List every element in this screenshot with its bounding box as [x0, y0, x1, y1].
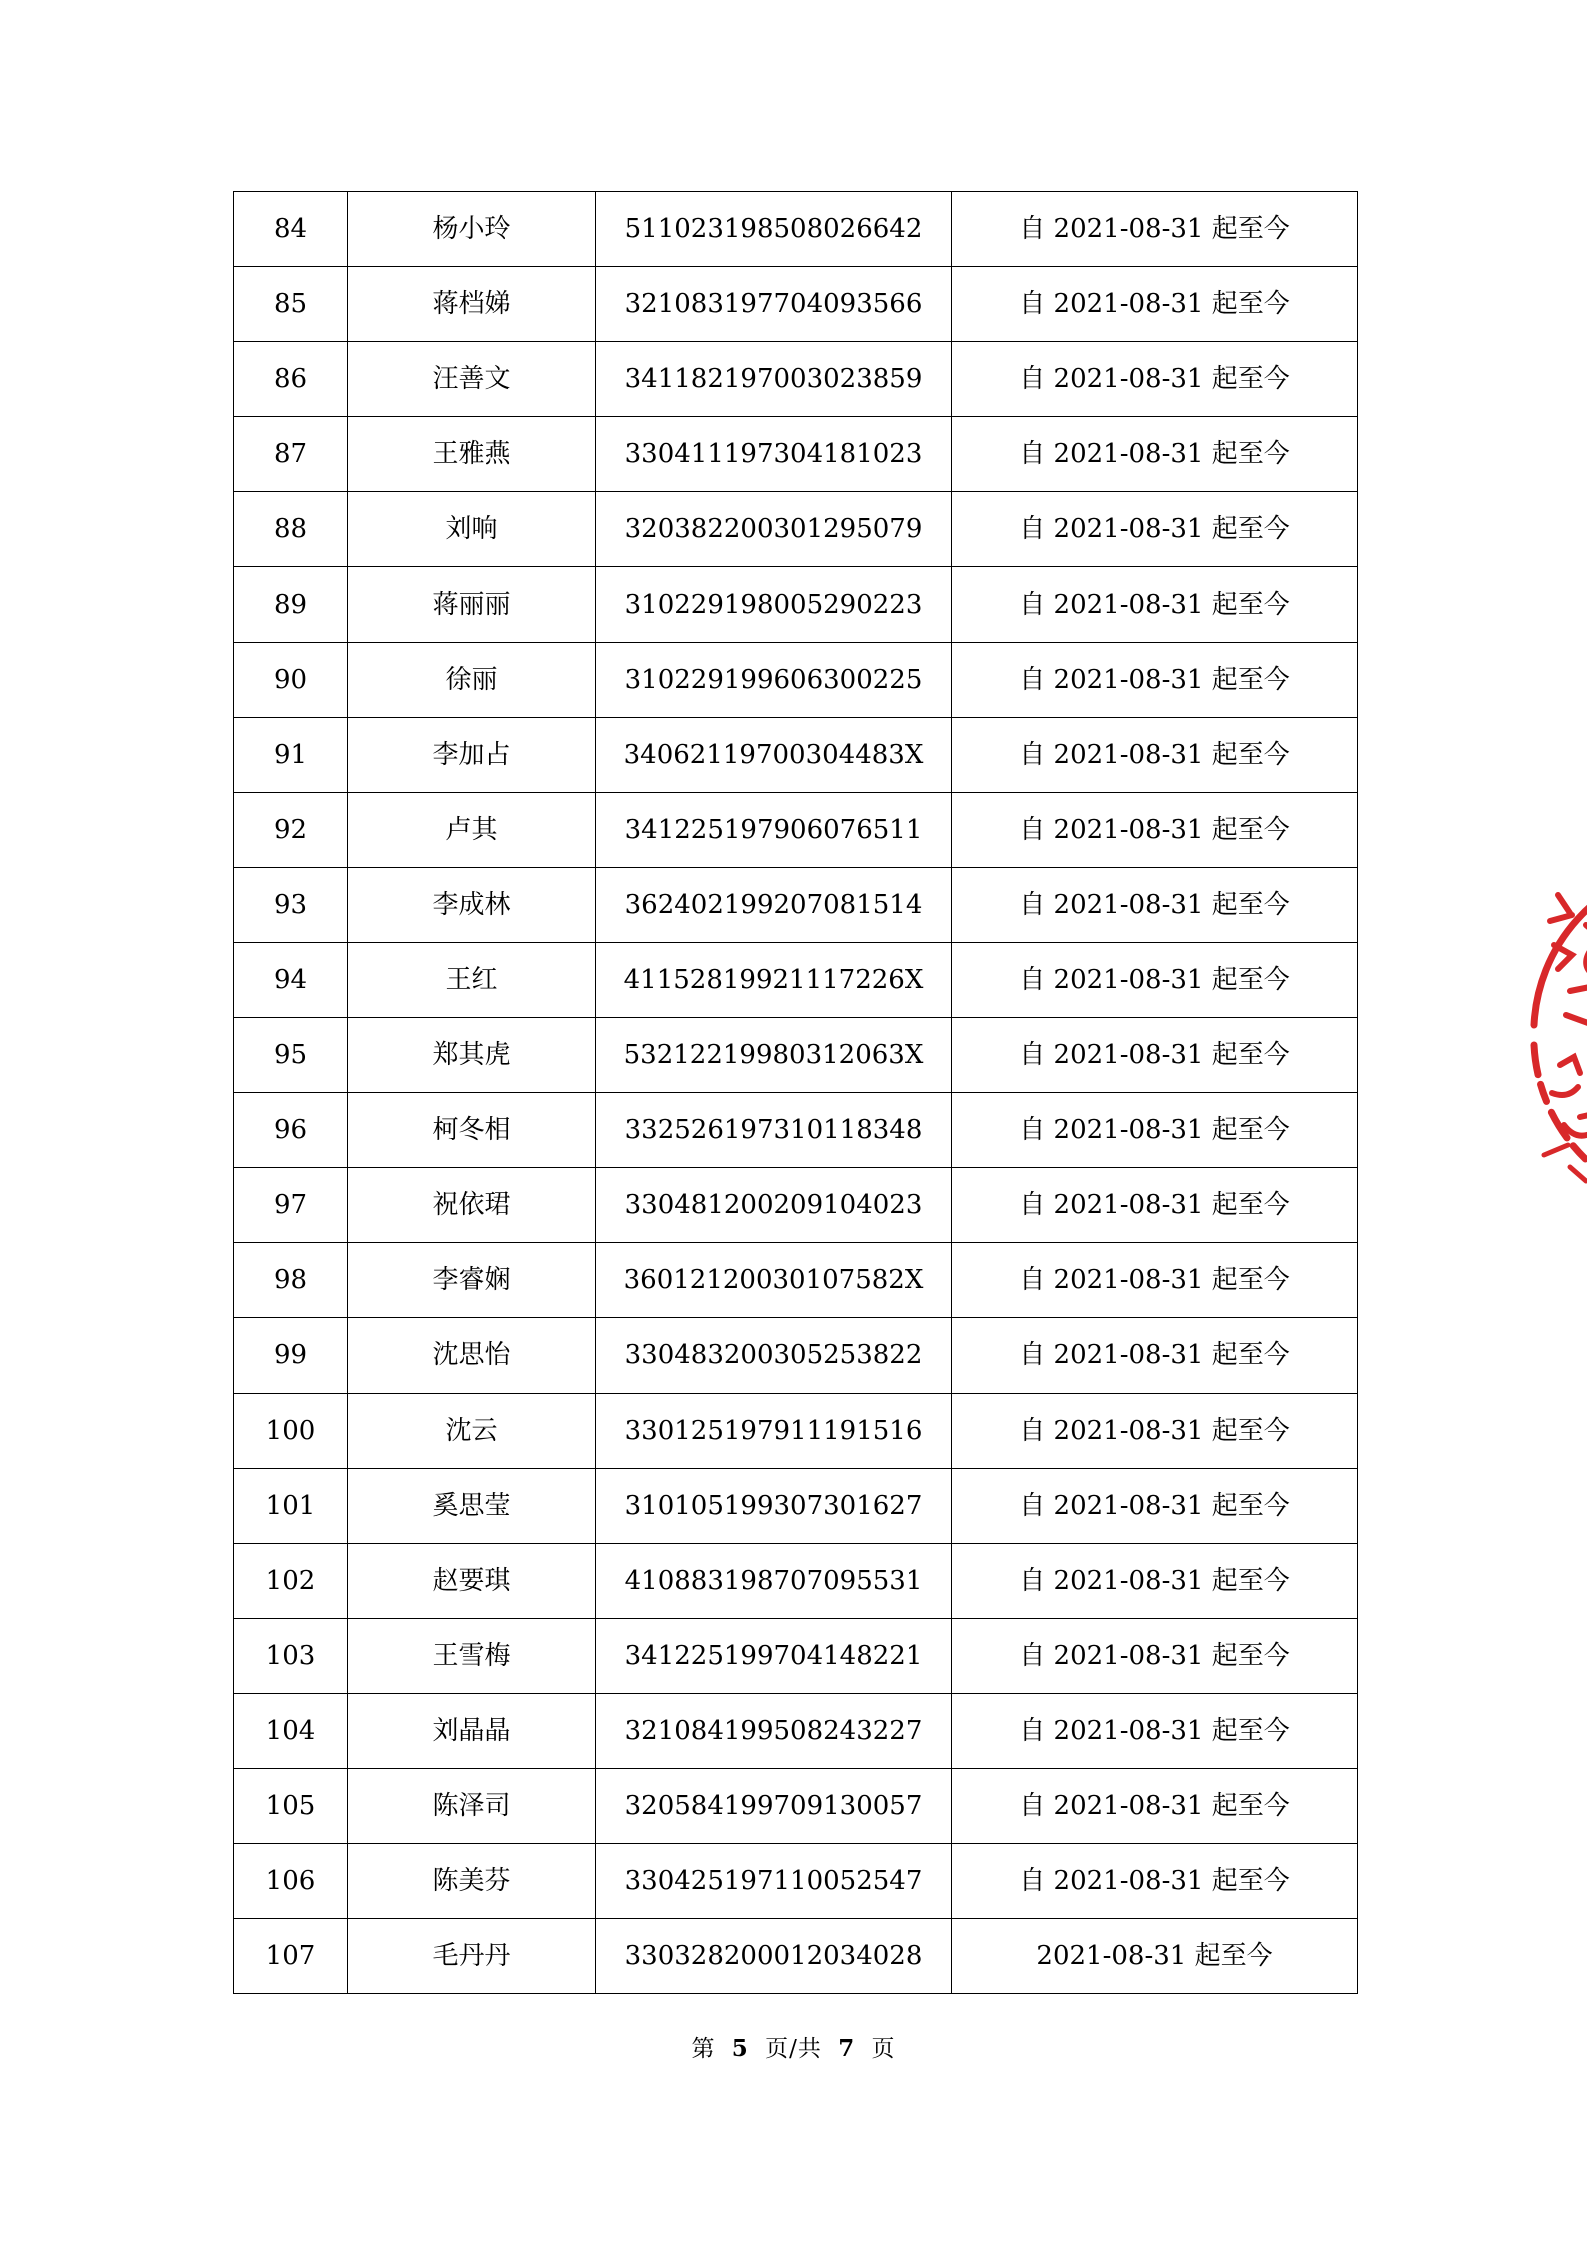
name-cell: 杨小玲 — [348, 192, 596, 267]
name-cell: 陈泽司 — [348, 1768, 596, 1843]
name-cell: 奚思莹 — [348, 1468, 596, 1543]
period-cell: 自 2021-08-31 起至今 — [952, 942, 1358, 1017]
id-number-cell: 341225199704148221 — [596, 1618, 952, 1693]
table-row — [234, 342, 1358, 417]
name-cell: 卢其 — [348, 792, 596, 867]
period-cell: 自 2021-08-31 起至今 — [952, 1243, 1358, 1318]
table-row — [234, 942, 1358, 1017]
row-number-cell: 92 — [234, 792, 348, 867]
footer-suffix: 页 — [871, 2036, 896, 2062]
period-cell: 自 2021-08-31 起至今 — [952, 1768, 1358, 1843]
table-row — [234, 867, 1358, 942]
name-cell: 刘晶晶 — [348, 1693, 596, 1768]
period-cell: 自 2021-08-31 起至今 — [952, 642, 1358, 717]
id-number-cell: 320584199709130057 — [596, 1768, 952, 1843]
table-row — [234, 567, 1358, 642]
period-cell: 自 2021-08-31 起至今 — [952, 1693, 1358, 1768]
row-number-cell: 91 — [234, 717, 348, 792]
id-number-cell: 330425197110052547 — [596, 1844, 952, 1919]
personnel-table — [233, 191, 1358, 1994]
name-cell: 王雅燕 — [348, 417, 596, 492]
table-row — [234, 1768, 1358, 1843]
row-number-cell: 95 — [234, 1018, 348, 1093]
current-page-number: 5 — [731, 2035, 749, 2062]
id-number-cell: 36012120030107582X — [596, 1243, 952, 1318]
id-number-cell: 511023198508026642 — [596, 192, 952, 267]
period-cell: 自 2021-08-31 起至今 — [952, 567, 1358, 642]
row-number-cell: 89 — [234, 567, 348, 642]
table-row — [234, 1243, 1358, 1318]
id-number-cell: 330481200209104023 — [596, 1168, 952, 1243]
period-cell: 自 2021-08-31 起至今 — [952, 492, 1358, 567]
row-number-cell: 86 — [234, 342, 348, 417]
id-number-cell: 321083197704093566 — [596, 267, 952, 342]
table-row — [234, 1393, 1358, 1468]
table-row — [234, 1543, 1358, 1618]
period-cell: 自 2021-08-31 起至今 — [952, 1468, 1358, 1543]
period-cell: 自 2021-08-31 起至今 — [952, 1093, 1358, 1168]
name-cell: 徐丽 — [348, 642, 596, 717]
id-number-cell: 310229198005290223 — [596, 567, 952, 642]
footer-middle: 页/共 — [765, 2036, 822, 2062]
row-number-cell: 87 — [234, 417, 348, 492]
total-page-number: 7 — [838, 2035, 856, 2062]
table-row — [234, 642, 1358, 717]
name-cell: 沈思怡 — [348, 1318, 596, 1393]
period-cell: 自 2021-08-31 起至今 — [952, 717, 1358, 792]
id-number-cell: 341182197003023859 — [596, 342, 952, 417]
row-number-cell: 99 — [234, 1318, 348, 1393]
period-cell: 自 2021-08-31 起至今 — [952, 1543, 1358, 1618]
name-cell: 汪善文 — [348, 342, 596, 417]
table-row — [234, 717, 1358, 792]
name-cell: 王红 — [348, 942, 596, 1017]
row-number-cell: 103 — [234, 1618, 348, 1693]
period-cell: 自 2021-08-31 起至今 — [952, 1393, 1358, 1468]
name-cell: 刘响 — [348, 492, 596, 567]
name-cell: 蒋丽丽 — [348, 567, 596, 642]
row-number-cell: 98 — [234, 1243, 348, 1318]
name-cell: 赵要琪 — [348, 1543, 596, 1618]
row-number-cell: 97 — [234, 1168, 348, 1243]
table-row — [234, 1093, 1358, 1168]
period-cell: 自 2021-08-31 起至今 — [952, 1018, 1358, 1093]
table-body — [234, 192, 1358, 1994]
id-number-cell: 41152819921117226X — [596, 942, 952, 1017]
red-official-seal-icon — [1530, 855, 1587, 1215]
row-number-cell: 85 — [234, 267, 348, 342]
row-number-cell: 93 — [234, 867, 348, 942]
table-row — [234, 492, 1358, 567]
period-cell: 自 2021-08-31 起至今 — [952, 192, 1358, 267]
table-row — [234, 1468, 1358, 1543]
period-cell: 自 2021-08-31 起至今 — [952, 1844, 1358, 1919]
row-number-cell: 90 — [234, 642, 348, 717]
period-cell: 2021-08-31 起至今 — [952, 1919, 1358, 1994]
id-number-cell: 330328200012034028 — [596, 1919, 952, 1994]
table-row — [234, 417, 1358, 492]
period-cell: 自 2021-08-31 起至今 — [952, 1168, 1358, 1243]
table-row — [234, 267, 1358, 342]
id-number-cell: 330483200305253822 — [596, 1318, 952, 1393]
row-number-cell: 88 — [234, 492, 348, 567]
page-footer — [0, 2030, 1587, 2063]
id-number-cell: 321084199508243227 — [596, 1693, 952, 1768]
row-number-cell: 102 — [234, 1543, 348, 1618]
row-number-cell: 105 — [234, 1768, 348, 1843]
table-row — [234, 1693, 1358, 1768]
name-cell: 王雪梅 — [348, 1618, 596, 1693]
period-cell: 自 2021-08-31 起至今 — [952, 792, 1358, 867]
row-number-cell: 101 — [234, 1468, 348, 1543]
id-number-cell: 330125197911191516 — [596, 1393, 952, 1468]
footer-prefix: 第 — [691, 2036, 716, 2062]
name-cell: 蒋档娣 — [348, 267, 596, 342]
row-number-cell: 96 — [234, 1093, 348, 1168]
name-cell: 郑其虎 — [348, 1018, 596, 1093]
table-row — [234, 1919, 1358, 1994]
id-number-cell: 332526197310118348 — [596, 1093, 952, 1168]
table-row — [234, 792, 1358, 867]
period-cell: 自 2021-08-31 起至今 — [952, 342, 1358, 417]
id-number-cell: 310229199606300225 — [596, 642, 952, 717]
table-row — [234, 1844, 1358, 1919]
table-row — [234, 1318, 1358, 1393]
name-cell: 李加占 — [348, 717, 596, 792]
id-number-cell: 310105199307301627 — [596, 1468, 952, 1543]
id-number-cell: 53212219980312063X — [596, 1018, 952, 1093]
row-number-cell: 106 — [234, 1844, 348, 1919]
id-number-cell: 330411197304181023 — [596, 417, 952, 492]
period-cell: 自 2021-08-31 起至今 — [952, 867, 1358, 942]
table-row — [234, 1168, 1358, 1243]
name-cell: 沈云 — [348, 1393, 596, 1468]
period-cell: 自 2021-08-31 起至今 — [952, 1318, 1358, 1393]
period-cell: 自 2021-08-31 起至今 — [952, 417, 1358, 492]
id-number-cell: 34062119700304483X — [596, 717, 952, 792]
row-number-cell: 107 — [234, 1919, 348, 1994]
name-cell: 祝依珺 — [348, 1168, 596, 1243]
table-row — [234, 1618, 1358, 1693]
name-cell: 毛丹丹 — [348, 1919, 596, 1994]
name-cell: 陈美芬 — [348, 1844, 596, 1919]
row-number-cell: 100 — [234, 1393, 348, 1468]
period-cell: 自 2021-08-31 起至今 — [952, 1618, 1358, 1693]
name-cell: 李成林 — [348, 867, 596, 942]
row-number-cell: 94 — [234, 942, 348, 1017]
table-row — [234, 1018, 1358, 1093]
period-cell: 自 2021-08-31 起至今 — [952, 267, 1358, 342]
table-row — [234, 192, 1358, 267]
row-number-cell: 84 — [234, 192, 348, 267]
id-number-cell: 320382200301295079 — [596, 492, 952, 567]
id-number-cell: 410883198707095531 — [596, 1543, 952, 1618]
row-number-cell: 104 — [234, 1693, 348, 1768]
name-cell: 李睿娴 — [348, 1243, 596, 1318]
id-number-cell: 341225197906076511 — [596, 792, 952, 867]
id-number-cell: 362402199207081514 — [596, 867, 952, 942]
name-cell: 柯冬相 — [348, 1093, 596, 1168]
